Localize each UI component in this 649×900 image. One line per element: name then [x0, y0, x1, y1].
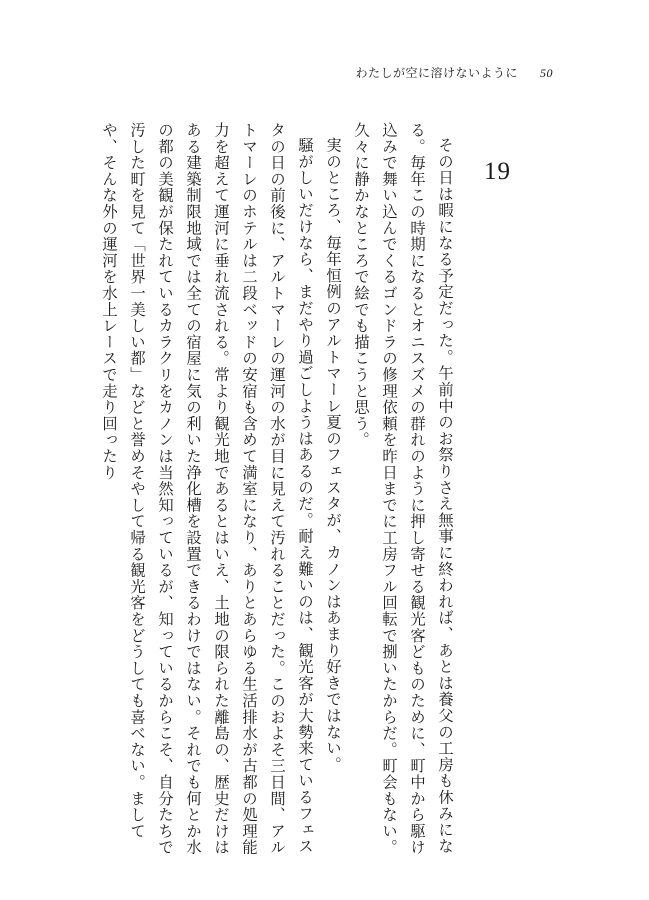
paragraph: 実のところ、毎年恒例のアルトマーレ夏のフェスタが、カノンはあまり好きではない。 [324, 137, 342, 773]
page-number: 50 [540, 66, 553, 80]
body-text [19, 122, 459, 862]
running-header [355, 64, 553, 81]
chapter-number: 19 [484, 158, 511, 185]
paragraph: 騒がしいだけなら、まだやり過ごしようはあるのだ。耐え難いのは、観光客が大勢来ているフェスタの日の前後に、アルトマーレの運河の水が目に見えて汚れることだった。このおよそ三日間、アルトマーレのホテルは二段ベッドの安宿も含めて満室になり、ありとあらゆる生活排水が古都の処理能力を超えて運河に垂れ流される。常より観光地であるとはいえ、土地の限られた離島の、歴史だけはある建築制限地域では全ての宿屋に気の利いた浄化槽を設置できるわけではない。それでも何とか水の都の美観が保たれているカラクリをカノンは当然知っているが、知っているからこそ、自分たちで汚した町を見て「世界一美しい都」などと誉めそやして帰る観光客をどうしても喜べない。ましてや、そんな外の運河を水上レースで走り回ったり [100, 122, 314, 856]
book-title: わたしが空に溶けないように [355, 66, 518, 80]
paragraph: その日は暇になる予定だった。午前中のお祭りさえ無事に終われば、あとは養父の工房も休みになる。毎年この時期になるとオニスズメの群れのように押し寄せる観光客どものために、町中から駆け込みで舞い込んでくるゴンドラの修理依頼を昨日までに工房フル回転で捌いたからだ。町会もない。久々に静かなところで絵でも描こうと思う。 [352, 122, 454, 856]
